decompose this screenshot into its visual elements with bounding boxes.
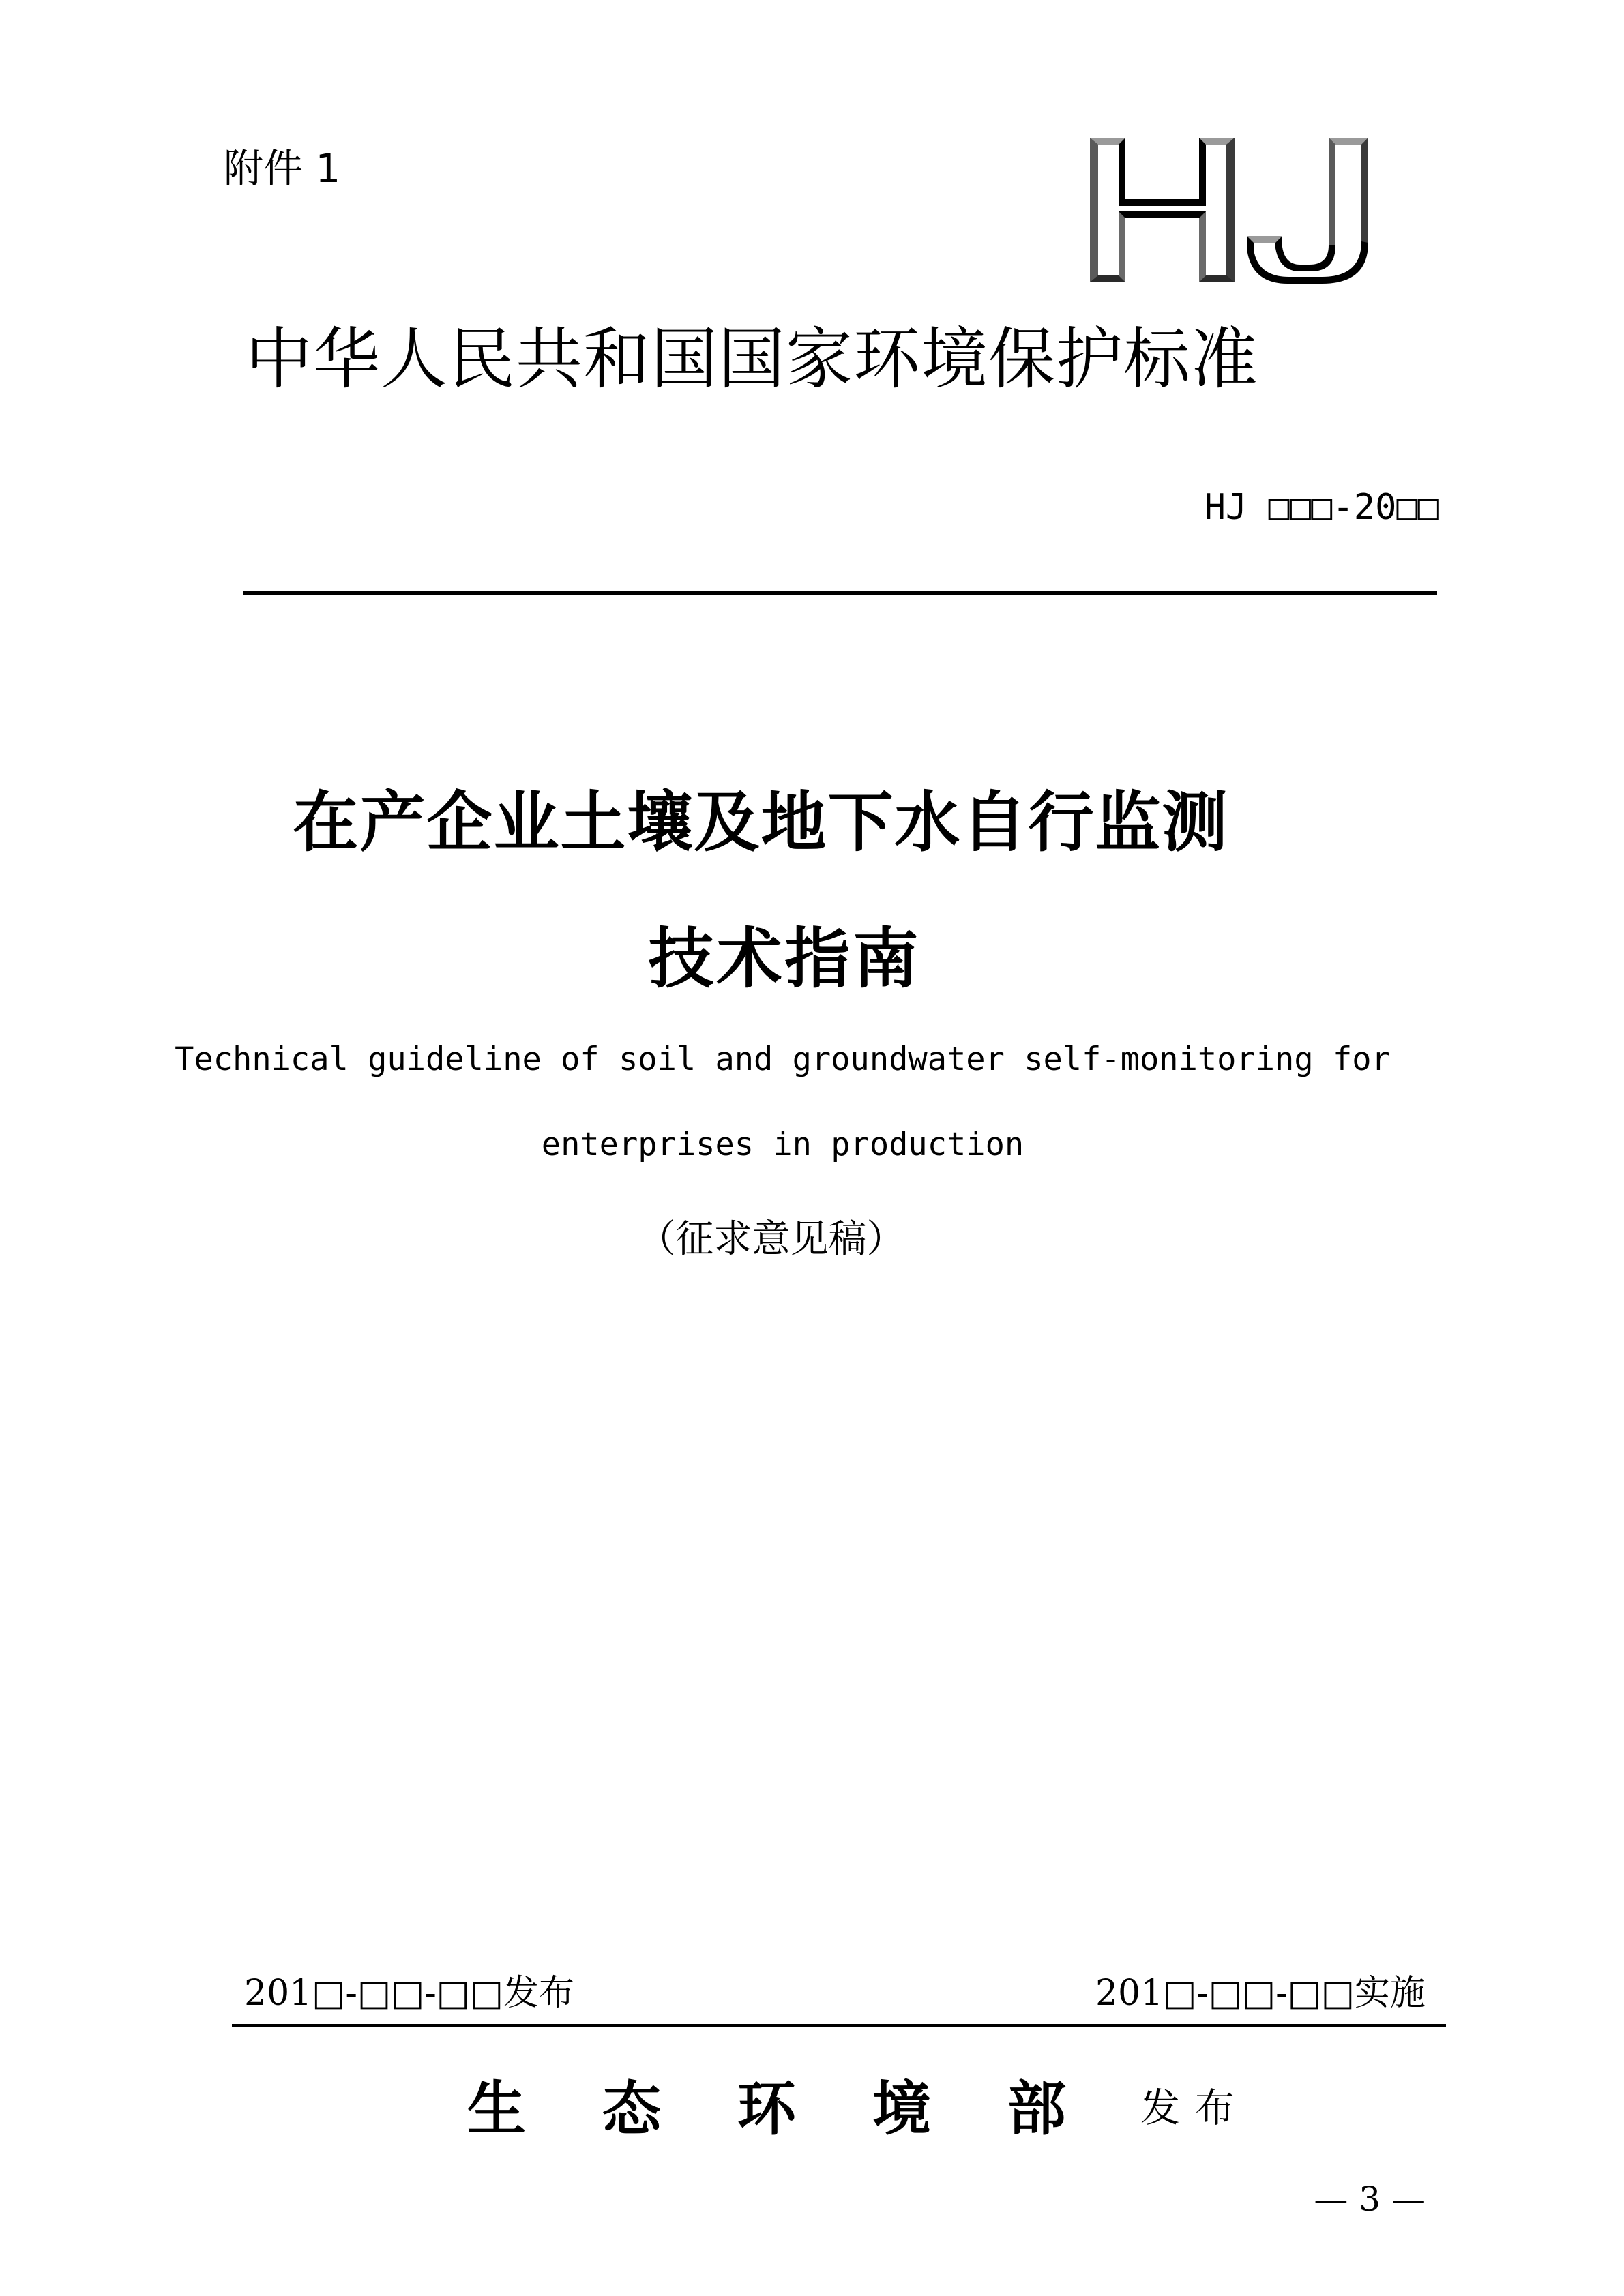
draft-status-note [0,1217,1624,1262]
draft-status-note-text: （征求意见稿） [637,1217,905,1262]
english-title-line-2 [0,1126,1624,1163]
publisher-name: 生态环境部 [467,2074,1142,2143]
document-title-line-2-text: 技术指南 [648,921,921,997]
hj-logo [1083,134,1376,288]
publisher-suffix: 发布 [1140,2085,1250,2131]
document-title-line-1-text: 在产企业土壤及地下水自行监测 [293,784,1229,861]
top-divider [243,591,1437,595]
english-title-line-1 [0,1041,1624,1078]
bottom-divider [232,2024,1446,2027]
hj-logo-letter-h [1090,138,1235,282]
attachment-label: 附件 1 [224,145,341,192]
document-title-line-1 [0,784,1624,861]
page-number: — 3 — [1314,2179,1426,2219]
document-title-line-2 [0,921,1624,997]
english-title-line-2-text: enterprises in production [541,1126,1024,1163]
implementation-date: 201□-□□-□□实施 [1095,1973,1426,2014]
standard-organization-title: 中华人民共和国国家环境保护标准 [246,320,1259,398]
issue-date: 201□-□□-□□发布 [244,1973,575,2014]
standard-number: HJ □□□-20□□ [1204,487,1439,528]
english-title-line-1-text: Technical guideline of soil and groundwater self-monitoring for [175,1041,1391,1078]
hj-logo-letter-j [1247,138,1368,284]
